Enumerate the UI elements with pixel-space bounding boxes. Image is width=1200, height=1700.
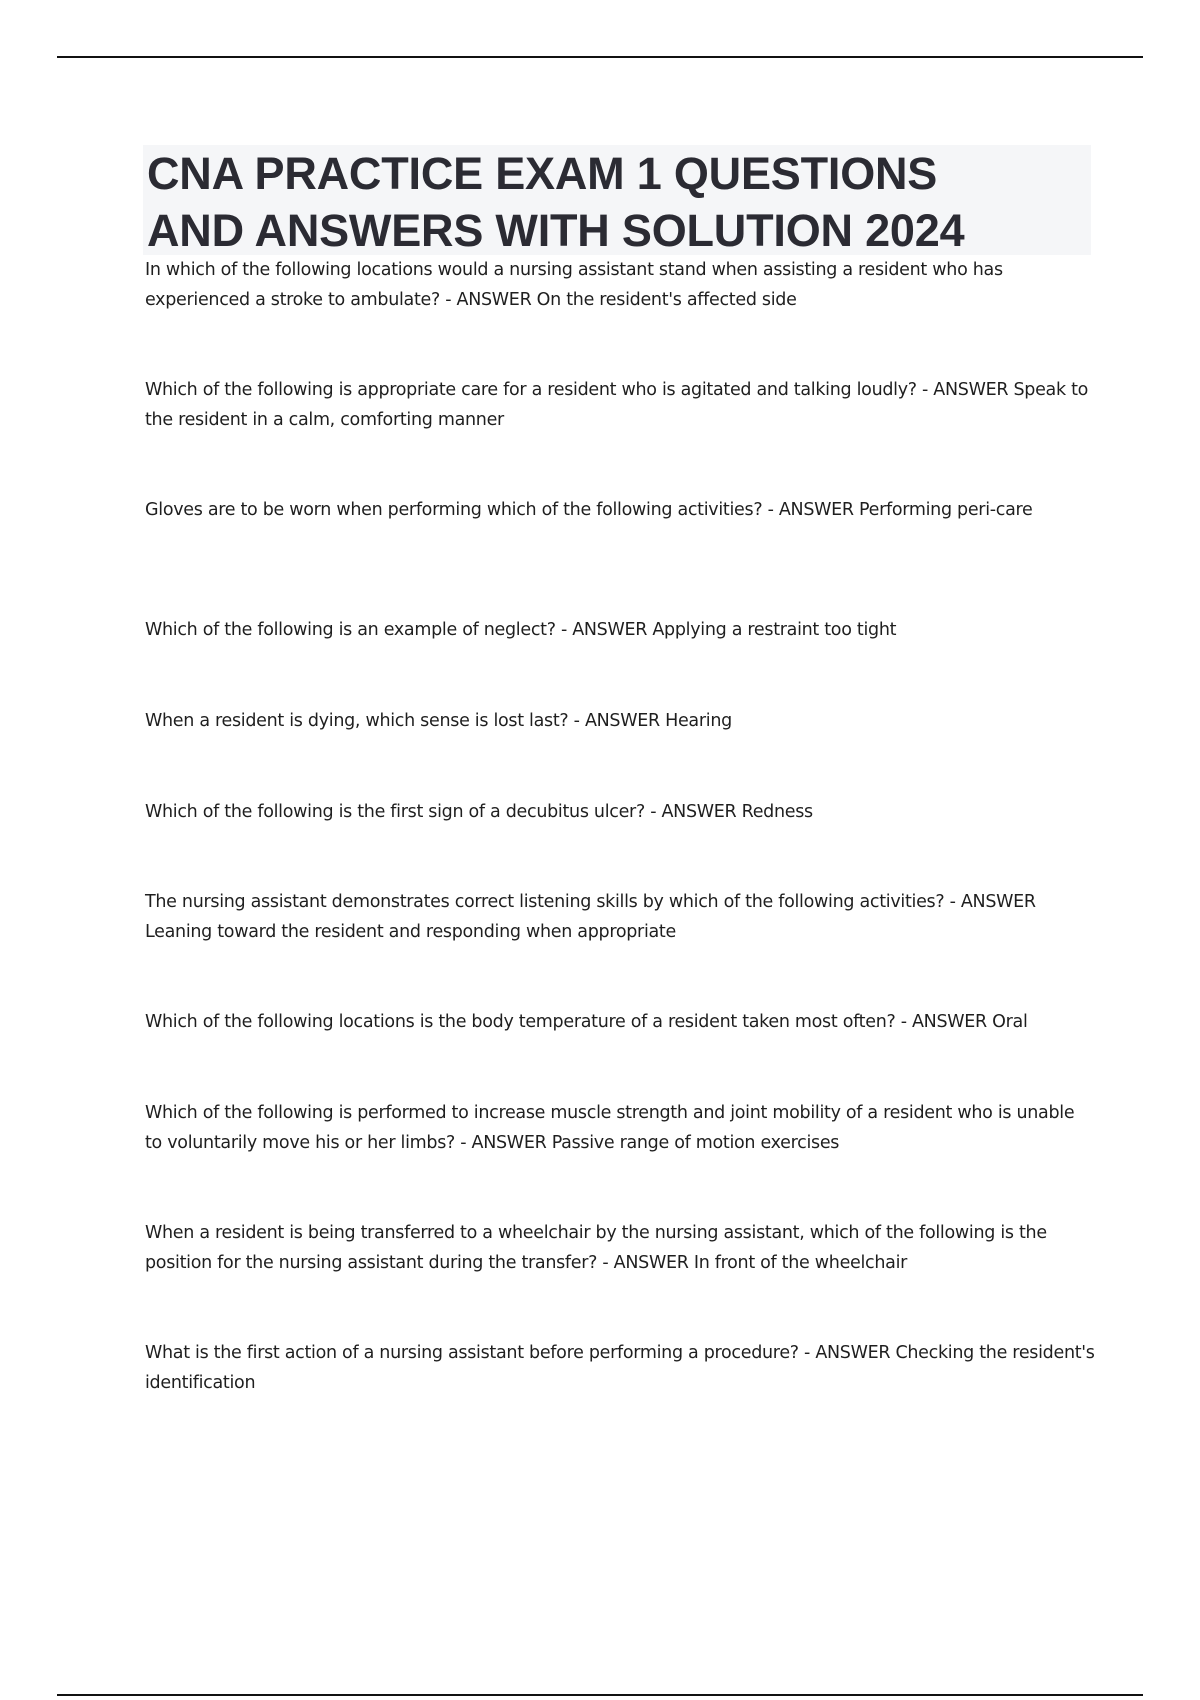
qa-item-11: What is the first action of a nursing assistant before performing a procedure? - ANSWER Checking the resident's identification xyxy=(145,1343,1095,1393)
qa-item-2: Which of the following is appropriate care for a resident who is agitated and talking loudly? - ANSWER Speak to the resident in a calm, comforting manner xyxy=(145,380,1089,430)
qa-item-9: Which of the following is performed to increase muscle strength and joint mobility of a resident who is unable to voluntarily move his or her limbs? - ANSWER Passive range of motion exercises xyxy=(145,1103,1075,1153)
qa-item-10: When a resident is being transferred to a wheelchair by the nursing assistant, which of the following is the position for the nursing assistant during the transfer? - ANSWER In front of the wheelchair xyxy=(145,1223,1047,1273)
qa-item-1: In which of the following locations would a nursing assistant stand when assisting a resident who has experienced a stroke to ambulate? - ANSWER On the resident's affected side xyxy=(145,260,1003,310)
bottom-divider xyxy=(57,1694,1143,1696)
top-divider xyxy=(57,56,1143,58)
qa-item-8: Which of the following locations is the body temperature of a resident taken most often? - ANSWER Oral xyxy=(145,1012,1028,1032)
title-line-1: CNA PRACTICE EXAM 1 QUESTIONS xyxy=(147,148,938,199)
qa-item-3: Gloves are to be worn when performing which of the following activities? - ANSWER Performing peri-care xyxy=(145,500,1033,520)
page-title xyxy=(143,145,1091,259)
title-block xyxy=(143,145,1091,255)
qa-item-4: Which of the following is an example of neglect? - ANSWER Applying a restraint too tight xyxy=(145,620,897,640)
title-line-2: AND ANSWERS WITH SOLUTION 2024 xyxy=(147,205,965,256)
qa-item-6: Which of the following is the first sign of a decubitus ulcer? - ANSWER Redness xyxy=(145,802,813,822)
qa-item-5: When a resident is dying, which sense is lost last? - ANSWER Hearing xyxy=(145,711,732,731)
qa-item-7: The nursing assistant demonstrates correct listening skills by which of the following activities? - ANSWER Leaning toward the resident and responding when appropriate xyxy=(145,892,1036,942)
